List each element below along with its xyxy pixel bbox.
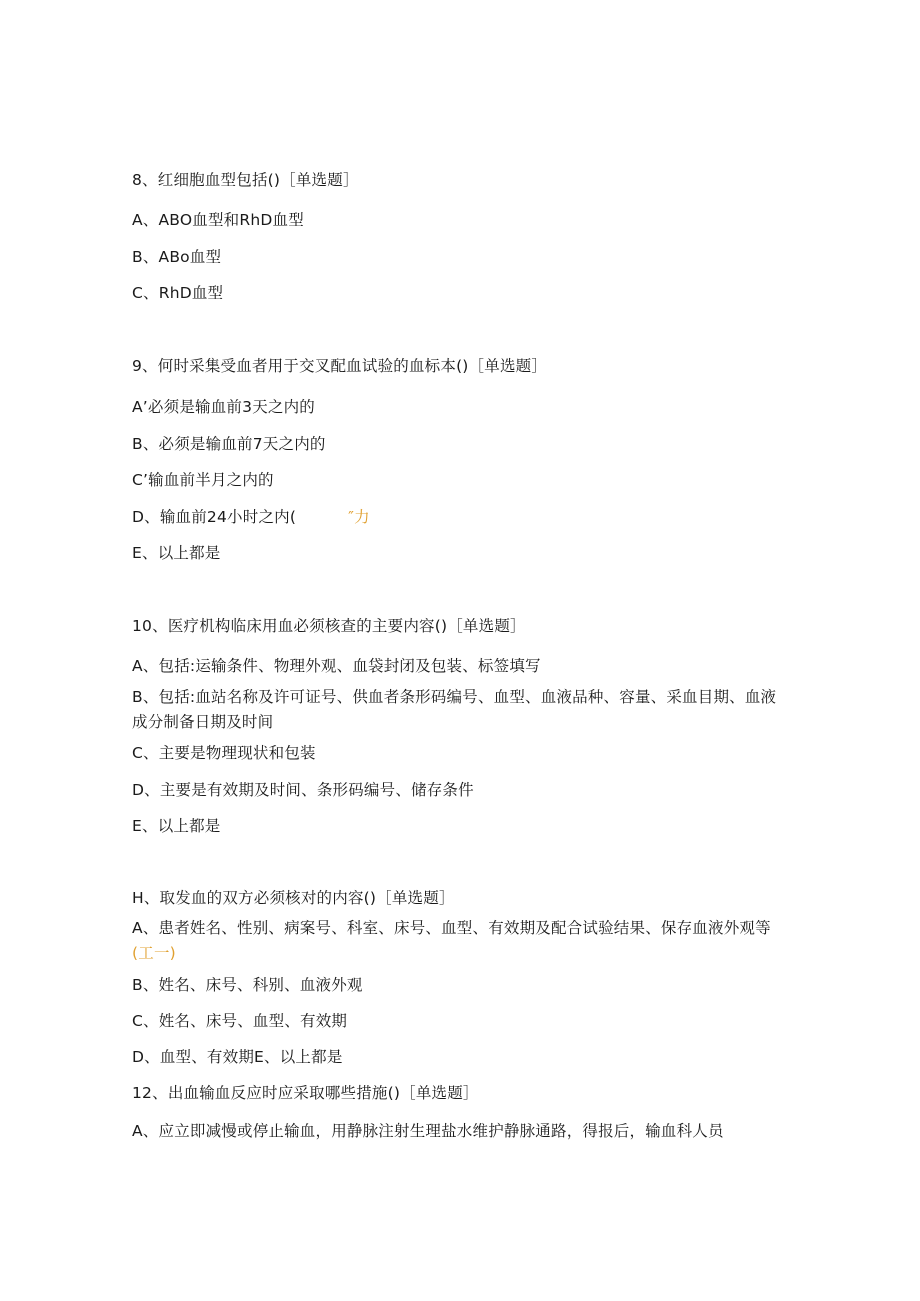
q9-option-c: C’输血前半月之内的	[132, 471, 274, 489]
q9-option-d-text: D、输血前24小时之内(	[132, 508, 297, 526]
q11-option-c: C、姓名、床号、血型、有效期	[132, 1012, 348, 1030]
q9-option-d-mark: ″力	[348, 508, 370, 526]
q10-option-d: D、主要是有效期及时间、条形码编号、储存条件	[132, 781, 474, 799]
question-11: H、取发血的双方必须核对的内容()［单选题］	[132, 889, 455, 907]
q10-option-a: A、包括:运输条件、物理外观、血袋封闭及包装、标签填写	[132, 657, 541, 675]
q11-option-a	[132, 916, 777, 966]
q10-option-c: C、主要是物理现状和包装	[132, 744, 316, 762]
q12-option-a: A、应立即减慢或停止输血，用静脉注射生理盐水维护静脉通路，得报后，输血科人员	[132, 1122, 724, 1140]
q9-option-a: A’必须是输血前3天之内的	[132, 398, 315, 416]
q9-option-b: B、必须是输血前7天之内的	[132, 435, 326, 453]
question-9: 9、何时采集受血者用于交叉配血试验的血标本()［单选题］	[132, 357, 548, 375]
q11-option-a-text: A、患者姓名、性别、病案号、科室、床号、血型、有效期及配合试验结果、保存血液外观等	[132, 919, 771, 937]
q10-option-e: E、以上都是	[132, 817, 221, 835]
q9-option-d	[132, 505, 370, 529]
question-10: 10、医疗机构临床用血必须核查的主要内容()［单选题］	[132, 617, 526, 635]
q8-option-a: A、ABO血型和RhD血型	[132, 211, 304, 229]
q8-option-c: C、RhD血型	[132, 284, 224, 302]
q8-option-b: B、ABo血型	[132, 248, 222, 266]
q11-option-d-e: D、血型、有效期E、以上都是	[132, 1048, 343, 1066]
q11-option-a-mark: (工一)	[132, 944, 176, 962]
question-12: 12、出血输血反应时应采取哪些措施()［单选题］	[132, 1084, 479, 1102]
question-8: 8、红细胞血型包括()［单选题］	[132, 171, 359, 189]
q9-option-e: E、以上都是	[132, 544, 221, 562]
q11-option-b: B、姓名、床号、科别、血液外观	[132, 976, 363, 994]
q10-option-b: B、包括:血站名称及许可证号、供血者条形码编号、血型、血液品种、容量、采血目期、血液成分制备日期及时间	[132, 688, 777, 731]
